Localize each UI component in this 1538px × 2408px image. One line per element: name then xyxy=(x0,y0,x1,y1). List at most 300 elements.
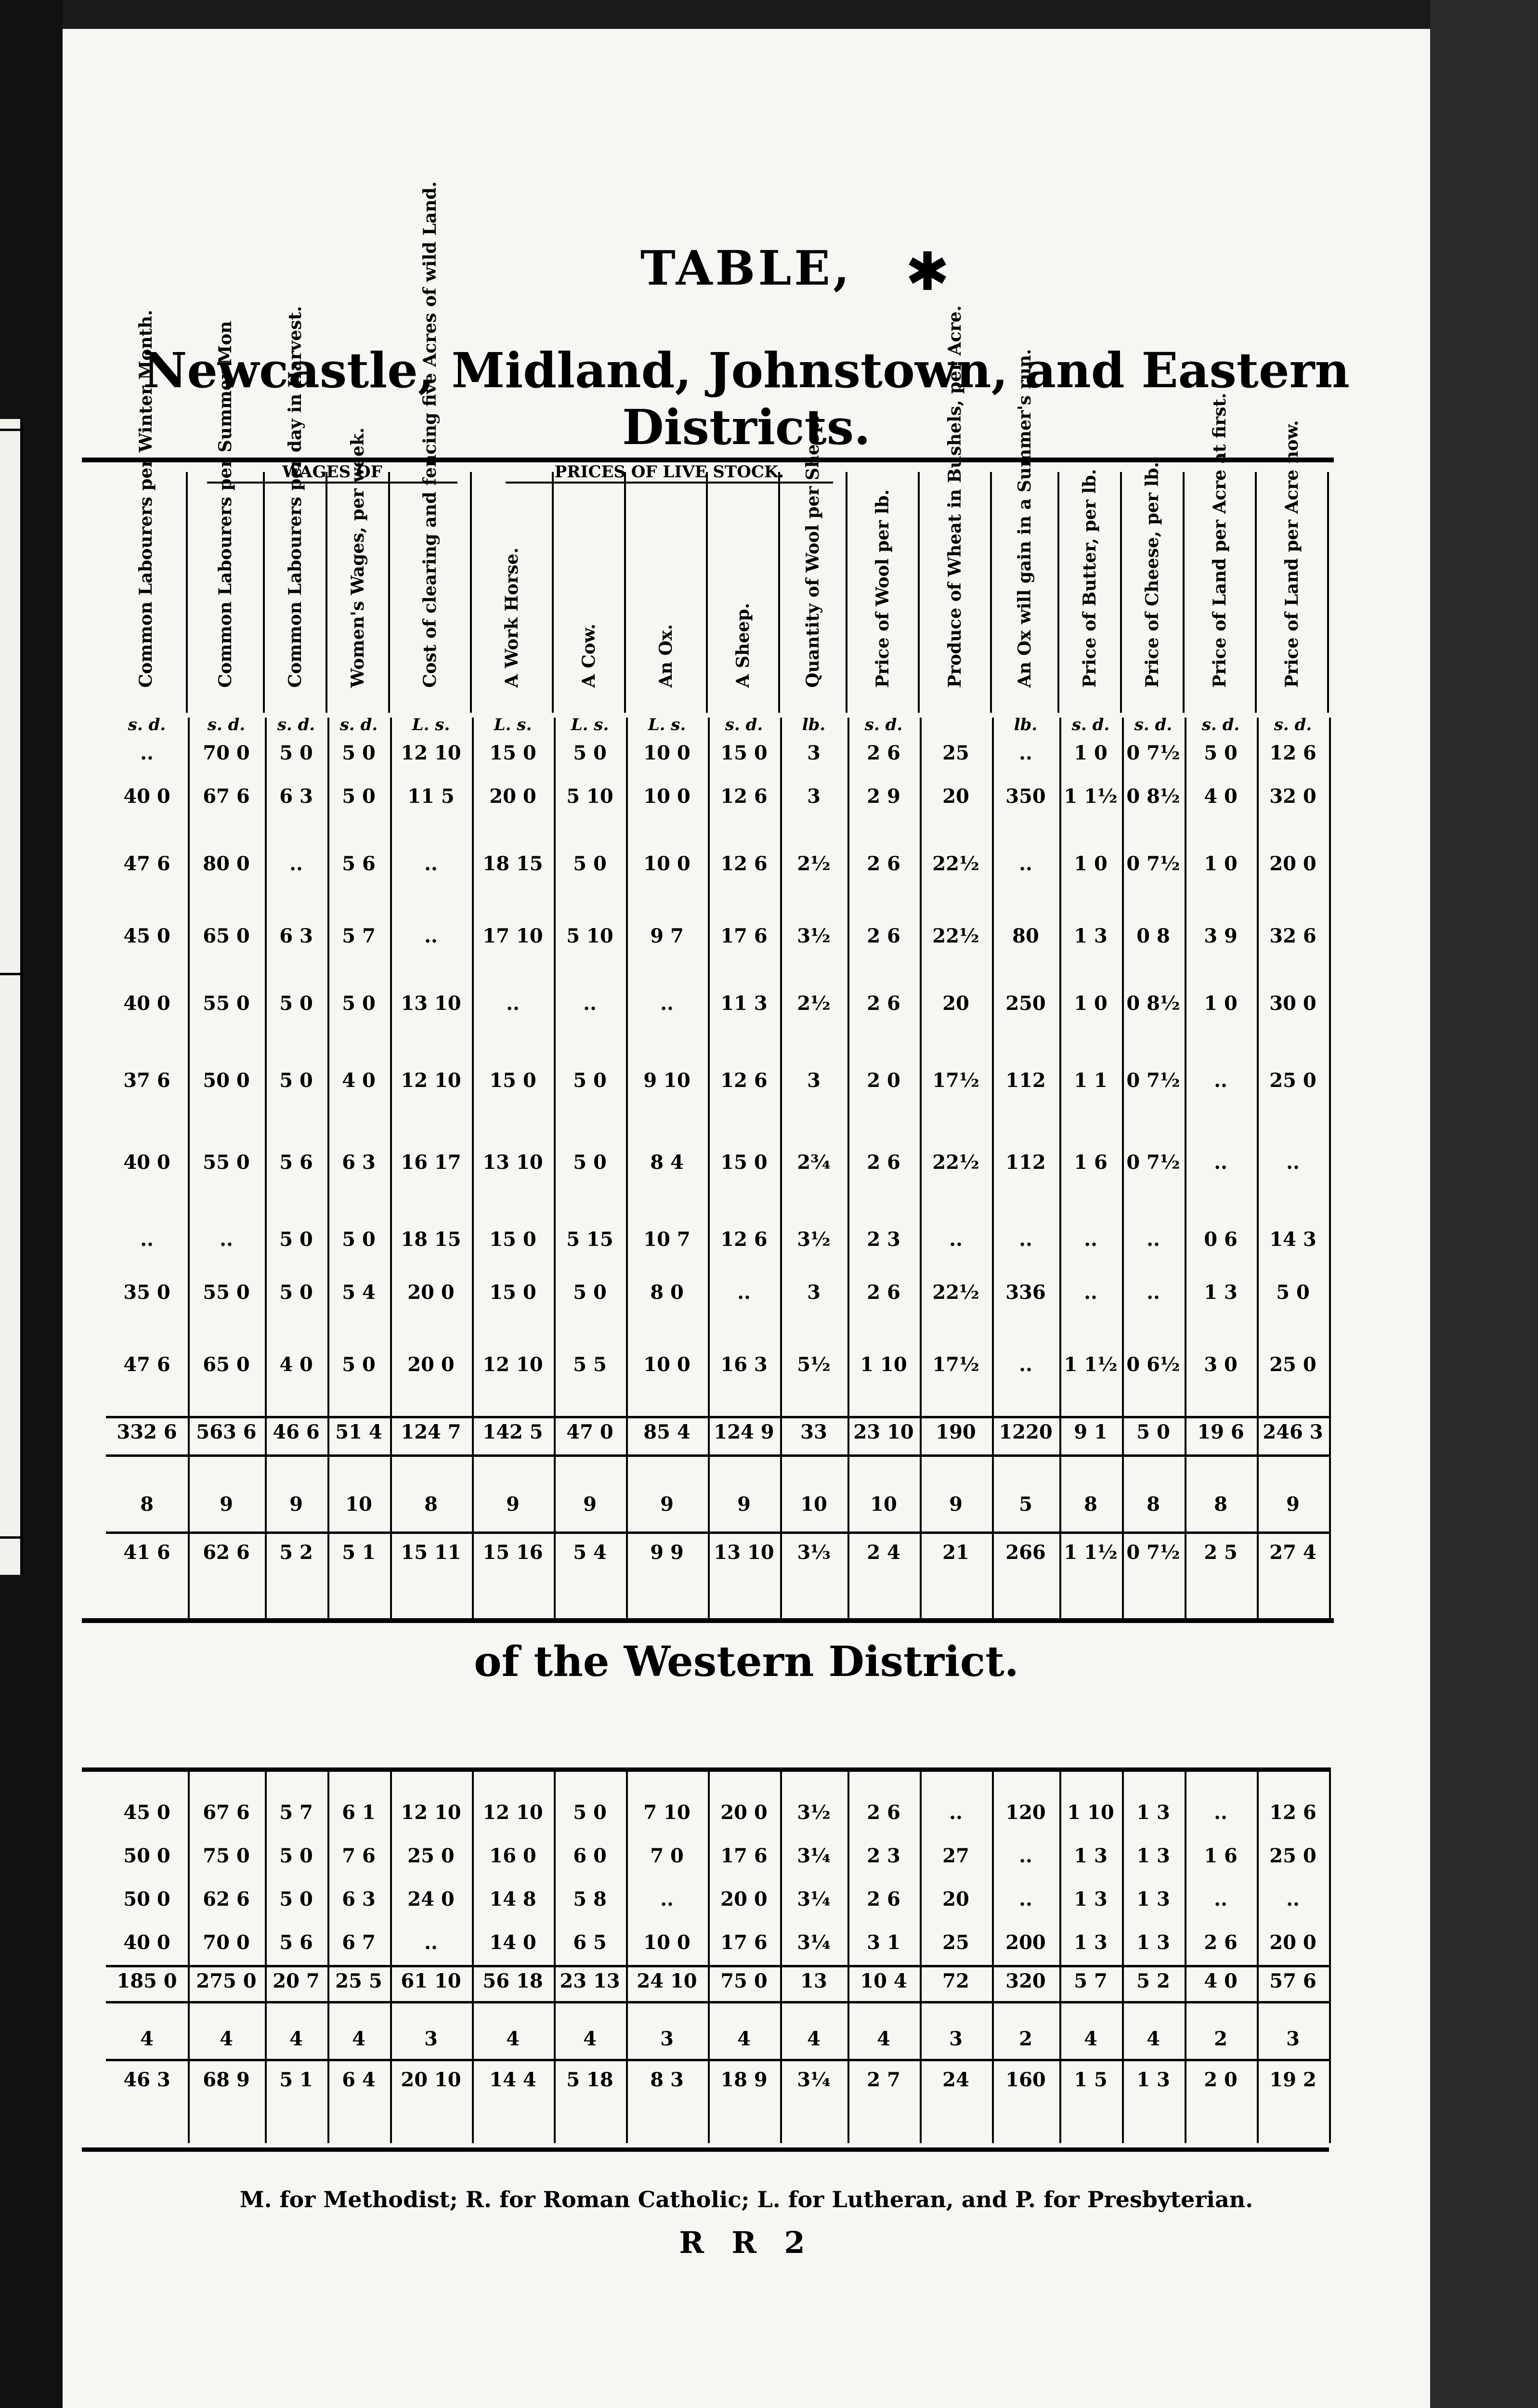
table-cell: 4 xyxy=(1147,2028,1160,2050)
table-cell: 0 7½ xyxy=(1126,1069,1180,1092)
table-cell: 0 7½ xyxy=(1126,1151,1180,1174)
table-cell: 19 2 xyxy=(1269,2068,1316,2091)
table-row xyxy=(106,1069,1329,1092)
table-cell: .. xyxy=(1286,1888,1300,1911)
table-cell: 8 xyxy=(1214,1493,1227,1516)
column-rule xyxy=(265,1767,267,2143)
table-cell: 5 5 xyxy=(573,1353,607,1376)
table-cell: 27 xyxy=(942,1845,969,1867)
table-cell: 11 3 xyxy=(720,992,768,1015)
table-cell: 20 0 xyxy=(407,1353,455,1376)
table-cell: 1 3 xyxy=(1136,1801,1170,1824)
table-cell: 4 0 xyxy=(279,1353,313,1376)
table-cell: 2 6 xyxy=(867,992,900,1015)
table-cell: 1220 xyxy=(999,1421,1053,1443)
column-rule xyxy=(920,718,922,1623)
table-cell: .. xyxy=(949,1228,963,1251)
western-district-table xyxy=(82,1767,1329,2152)
table-cell: 20 xyxy=(942,992,969,1015)
table-cell: 2 6 xyxy=(1204,1931,1238,1954)
column-rule xyxy=(554,1767,556,2143)
unit-cell: s. d. xyxy=(1134,715,1173,734)
table-cell: 25 0 xyxy=(1269,1069,1316,1092)
table-cell: 8 xyxy=(1147,1493,1160,1516)
table-cell: 12 6 xyxy=(720,785,768,808)
table-cell: 15 16 xyxy=(482,1541,543,1564)
table-cell: 50 0 xyxy=(123,1845,170,1867)
table-cell: .. xyxy=(1214,1151,1227,1174)
table-cell: 0 6½ xyxy=(1126,1353,1180,1376)
table-cell: 24 10 xyxy=(637,1970,697,1992)
footnote: M. for Methodist; R. for Roman Catholic; L. for Lutheran, and P. for Presbyterian. xyxy=(239,2186,1253,2212)
unit-cell: s. d. xyxy=(207,715,246,734)
table-cell: 55 0 xyxy=(203,1151,250,1174)
column-rule xyxy=(780,1767,782,2143)
table-cell: 50 0 xyxy=(203,1069,250,1092)
table-cell: 20 10 xyxy=(401,2068,461,2091)
table-cell: 10 xyxy=(345,1493,372,1516)
table-cell: 266 xyxy=(1005,1541,1046,1564)
table-cell: 72 xyxy=(942,1970,969,1992)
table-cell: 5 0 xyxy=(1204,742,1238,764)
table-cell: 15 0 xyxy=(720,1151,768,1174)
table-cell: .. xyxy=(737,1281,751,1304)
table-cell: 2 7 xyxy=(867,2068,900,2091)
column-rule xyxy=(472,1767,474,2143)
table-cell: 5 4 xyxy=(573,1541,607,1564)
column-rule xyxy=(1329,1767,1331,2143)
table-cell: 10 4 xyxy=(860,1970,907,1992)
column-header xyxy=(847,472,920,713)
table-cell: 332 6 xyxy=(117,1421,177,1443)
column-rule xyxy=(992,1767,994,2143)
table-cell: 2 9 xyxy=(867,785,900,808)
table-cell: 112 xyxy=(1005,1069,1046,1092)
wages-group-label: WAGES OF xyxy=(207,462,457,484)
table-cell: 10 xyxy=(870,1493,897,1516)
table-row xyxy=(106,742,1329,764)
table-cell: 17 6 xyxy=(720,1931,768,1954)
table-cell: 15 0 xyxy=(489,1228,536,1251)
table-cell: .. xyxy=(1019,1845,1032,1867)
table-cell: 5 0 xyxy=(1276,1281,1310,1304)
rule-line xyxy=(106,1454,1329,1457)
table-cell: 4 xyxy=(877,2028,890,2050)
table-cell: 13 10 xyxy=(714,1541,774,1564)
table-cell: 10 0 xyxy=(643,852,691,875)
table-row xyxy=(106,1353,1329,1376)
table-cell: 23 13 xyxy=(560,1970,620,1992)
right-book-edge xyxy=(1430,0,1538,2408)
rule-line xyxy=(106,2001,1329,2003)
table-cell: 11 5 xyxy=(407,785,455,808)
unit-cell: s. d. xyxy=(1071,715,1110,734)
column-header-label: Price of Butter, per lb. xyxy=(1080,469,1100,688)
table-cell: 10 0 xyxy=(643,1931,691,1954)
table-cell: 1 6 xyxy=(1204,1845,1238,1867)
table-cell: 80 0 xyxy=(203,852,250,875)
table-cell: 51 4 xyxy=(335,1421,382,1443)
table-cell: 5 0 xyxy=(573,1069,607,1092)
unit-cell: s. d. xyxy=(725,715,763,734)
table-cell: 14 3 xyxy=(1269,1228,1316,1251)
table-cell: 6 3 xyxy=(342,1151,376,1174)
livestock-group-label: PRICES OF LIVE STOCK. xyxy=(506,462,833,484)
column-header-label: Produce of Wheat in Bushels, per Acre. xyxy=(945,305,965,688)
column-rule xyxy=(1329,718,1331,1623)
column-rule xyxy=(780,718,782,1623)
table-cell: 68 9 xyxy=(203,2068,250,2091)
table-cell: 5 7 xyxy=(279,1801,313,1824)
column-header-label: Women's Wages, per week. xyxy=(348,427,368,688)
table-cell: 8 4 xyxy=(650,1151,684,1174)
column-rule xyxy=(847,718,849,1623)
table-cell: 2 4 xyxy=(867,1541,900,1564)
table-cell: 12 6 xyxy=(720,1069,768,1092)
table-cell: 3½ xyxy=(797,925,831,947)
table-cell: 12 6 xyxy=(720,852,768,875)
table-cell: 10 0 xyxy=(643,742,691,764)
table-cell: 0 7½ xyxy=(1126,742,1180,764)
page-leaf xyxy=(63,29,1430,2408)
table-cell: 47 6 xyxy=(123,1353,170,1376)
column-rule xyxy=(327,718,329,1623)
table-cell: 9 xyxy=(289,1493,303,1516)
column-header-label: A Cow. xyxy=(579,623,599,688)
table-cell: .. xyxy=(140,742,154,764)
table-cell: .. xyxy=(220,1228,233,1251)
west-table-row xyxy=(106,1845,1329,1867)
table-cell: 22½ xyxy=(932,1151,979,1174)
table-cell: 18 15 xyxy=(482,852,543,875)
table-cell: 6 7 xyxy=(342,1931,376,1954)
table-cell: 13 xyxy=(800,1970,827,1992)
table-cell: 1 3 xyxy=(1074,1845,1108,1867)
table-cell: 2 xyxy=(1214,2028,1227,2050)
table-cell: 246 3 xyxy=(1263,1421,1323,1443)
west-table-row xyxy=(106,1888,1329,1911)
column-header xyxy=(780,415,847,713)
table-cell: 3 xyxy=(424,2028,438,2050)
table-cell: .. xyxy=(660,1888,674,1911)
table-cell: 45 0 xyxy=(123,1801,170,1824)
table-cell: 1 3 xyxy=(1074,925,1108,947)
table-cell: 8 0 xyxy=(650,1281,684,1304)
table-cell: 15 11 xyxy=(401,1541,461,1564)
table-cell: 56 18 xyxy=(482,1970,543,1992)
table-cell: 5 8 xyxy=(573,1888,607,1911)
table-cell: 1 0 xyxy=(1074,742,1108,764)
table-cell: 5 2 xyxy=(1136,1970,1170,1992)
table-row xyxy=(106,1281,1329,1304)
table-cell: 15 0 xyxy=(489,742,536,764)
table-cell: 22½ xyxy=(932,925,979,947)
table-cell: 4 xyxy=(506,2028,520,2050)
table-cell: 563 6 xyxy=(196,1421,257,1443)
table-cell: 5 4 xyxy=(342,1281,376,1304)
table-cell: 336 xyxy=(1005,1281,1046,1304)
table-cell: 5 2 xyxy=(279,1541,313,1564)
table-cell: 20 0 xyxy=(1269,1931,1316,1954)
table-cell: 25 xyxy=(942,1931,969,1954)
table-cell: 35 0 xyxy=(123,1281,170,1304)
table-cell: 32 6 xyxy=(1269,925,1316,947)
table-cell: 70 0 xyxy=(203,1931,250,1954)
table-cell: 5 0 xyxy=(279,1888,313,1911)
table-cell: 0 8½ xyxy=(1126,992,1180,1015)
table-cell: 12 10 xyxy=(401,742,461,764)
table-cell: 3 xyxy=(807,1281,821,1304)
table-cell: 3 9 xyxy=(1204,925,1238,947)
table-cell: 85 4 xyxy=(643,1421,691,1443)
table-cell: 6 5 xyxy=(573,1931,607,1954)
table-cell: 14 0 xyxy=(489,1931,536,1954)
table-cell: 5 0 xyxy=(342,992,376,1015)
table-cell: 8 xyxy=(424,1493,438,1516)
unit-cell: s. d. xyxy=(277,715,315,734)
column-rule xyxy=(390,718,392,1623)
table-cell: 3⅓ xyxy=(797,1541,831,1564)
table-cell: 12 10 xyxy=(482,1801,543,1824)
table-cell: 30 0 xyxy=(1269,992,1316,1015)
table-cell: 12 6 xyxy=(720,1228,768,1251)
table-cell: 8 3 xyxy=(650,2068,684,2091)
table-cell: 20 0 xyxy=(720,1888,768,1911)
table-cell: 24 xyxy=(942,2068,969,2091)
table-cell: .. xyxy=(1214,1888,1227,1911)
unit-cell xyxy=(920,715,992,734)
table-cell: 142 5 xyxy=(482,1421,543,1443)
column-header xyxy=(1185,393,1257,713)
rule-line xyxy=(106,1965,1329,1967)
rule-line xyxy=(106,1416,1329,1418)
table-cell: 2 0 xyxy=(867,1069,900,1092)
table-cell: 5 15 xyxy=(566,1228,613,1251)
table-cell: 9 9 xyxy=(650,1541,684,1564)
table-cell: 5 7 xyxy=(1074,1970,1108,1992)
table-cell: 0 7½ xyxy=(1126,1541,1180,1564)
rule-line xyxy=(106,1531,1329,1534)
table-cell: 80 xyxy=(1012,925,1039,947)
table-cell: 20 0 xyxy=(407,1281,455,1304)
table-cell: 5 0 xyxy=(342,1228,376,1251)
table-cell: 3 xyxy=(660,2028,674,2050)
column-header xyxy=(1059,469,1122,713)
column-rule xyxy=(1257,718,1259,1623)
table-cell: 62 6 xyxy=(203,1888,250,1911)
table-cell: 20 xyxy=(942,1888,969,1911)
column-rule xyxy=(920,1767,922,2143)
table-cell: .. xyxy=(506,992,520,1015)
table-cell: 75 0 xyxy=(203,1845,250,1867)
table-cell: 1 3 xyxy=(1136,2068,1170,2091)
unit-cell: s. d. xyxy=(128,715,166,734)
table-cell: 1 0 xyxy=(1204,852,1238,875)
column-header xyxy=(106,310,188,713)
column-header xyxy=(188,321,265,713)
table-cell: 5 0 xyxy=(279,1069,313,1092)
table-cell: .. xyxy=(1147,1228,1160,1251)
table-cell: 40 0 xyxy=(123,1151,170,1174)
column-rule xyxy=(554,718,556,1623)
table-cell: 1 10 xyxy=(860,1353,907,1376)
table-cell: 9 xyxy=(220,1493,233,1516)
table-row xyxy=(106,992,1329,1015)
table-cell: 5 0 xyxy=(573,1281,607,1304)
table-cell: 67 6 xyxy=(203,785,250,808)
column-rule xyxy=(1122,718,1124,1623)
table-cell: 1 3 xyxy=(1074,1931,1108,1954)
table-cell: 47 0 xyxy=(566,1421,613,1443)
table-cell: 10 0 xyxy=(643,1353,691,1376)
table-cell: 17 6 xyxy=(720,1845,768,1867)
table-cell: 2 xyxy=(1019,2028,1032,2050)
table-row xyxy=(106,1151,1329,1174)
table-cell: 16 3 xyxy=(720,1353,768,1376)
table-row xyxy=(106,1228,1329,1251)
table-cell: 5 0 xyxy=(342,785,376,808)
table-cell: 0 8 xyxy=(1136,925,1170,947)
table-cell: 4 xyxy=(807,2028,821,2050)
table-cell: 0 6 xyxy=(1204,1228,1238,1251)
table-cell: .. xyxy=(1286,1151,1300,1174)
table-cell: 200 xyxy=(1005,1931,1046,1954)
table-cell: 5 0 xyxy=(573,1151,607,1174)
table-cell: 17 10 xyxy=(482,925,543,947)
table-cell: 1 0 xyxy=(1204,992,1238,1015)
table-cell: .. xyxy=(1019,1228,1032,1251)
column-header-label: Quantity of Wool per Sheep. xyxy=(803,415,823,688)
column-header xyxy=(265,306,327,713)
column-rule xyxy=(1122,1767,1124,2143)
table-cell: 47 6 xyxy=(123,852,170,875)
column-header xyxy=(472,472,554,713)
table-cell: 4 xyxy=(289,2028,303,2050)
table-cell: 22½ xyxy=(932,852,979,875)
table-cell: 6 1 xyxy=(342,1801,376,1824)
table-cell: 8 xyxy=(140,1493,154,1516)
table-cell: 17 6 xyxy=(720,925,768,947)
table-cell: .. xyxy=(949,1801,963,1824)
table-cell: 2 6 xyxy=(867,852,900,875)
table-cell: 4 xyxy=(583,2028,597,2050)
table-row xyxy=(106,852,1329,875)
table-cell: 10 7 xyxy=(643,1228,691,1251)
table-cell: 3¼ xyxy=(797,1845,831,1867)
table-cell: 250 xyxy=(1005,992,1046,1015)
section-title: of the Western District. xyxy=(474,1637,1019,1686)
table-cell: 20 0 xyxy=(489,785,536,808)
table-cell: 2 6 xyxy=(867,925,900,947)
table-cell: 6 3 xyxy=(279,785,313,808)
table-cell: 10 xyxy=(800,1493,827,1516)
table-cell: 1 3 xyxy=(1204,1281,1238,1304)
table-cell: .. xyxy=(424,852,438,875)
table-cell: 1 3 xyxy=(1074,1888,1108,1911)
table-cell: 16 17 xyxy=(401,1151,461,1174)
table-cell: 18 9 xyxy=(720,2068,768,2091)
table-cell: 9 7 xyxy=(650,925,684,947)
table-cell: 17½ xyxy=(932,1069,979,1092)
column-rule xyxy=(390,1767,392,2143)
table-cell: .. xyxy=(1214,1069,1227,1092)
table-cell: 5 10 xyxy=(566,785,613,808)
table-cell: 14 4 xyxy=(489,2068,536,2091)
table-cell: 20 7 xyxy=(273,1970,320,1992)
table-cell: 3¼ xyxy=(797,1931,831,1954)
table-cell: 5 6 xyxy=(342,852,376,875)
table-cell: 13 10 xyxy=(401,992,461,1015)
table-cell: 9 xyxy=(1286,1493,1300,1516)
table-cell: 4 xyxy=(737,2028,751,2050)
previous-page-edge xyxy=(0,419,23,1575)
table-cell: .. xyxy=(140,1228,154,1251)
column-header-label: Price of Land per Acre now. xyxy=(1282,420,1302,688)
unit-row xyxy=(106,715,1329,734)
table-cell: 6 4 xyxy=(342,2068,376,2091)
table-cell: 15 0 xyxy=(720,742,768,764)
column-header-label: Common Labourers per Summer Mon xyxy=(215,321,235,688)
table-cell: 2 5 xyxy=(1204,1541,1238,1564)
west-averages-row xyxy=(106,2068,1329,2091)
table-cell: .. xyxy=(1084,1281,1097,1304)
table-cell: 275 0 xyxy=(196,1970,257,1992)
table-cell: 124 9 xyxy=(714,1421,774,1443)
table-cell: 67 6 xyxy=(203,1801,250,1824)
table-cell: 5 0 xyxy=(279,992,313,1015)
table-cell: 3¼ xyxy=(797,2068,831,2091)
table-cell: 6 3 xyxy=(342,1888,376,1911)
table-cell: 3 xyxy=(807,1069,821,1092)
table-cell: 22½ xyxy=(932,1281,979,1304)
table-cell: .. xyxy=(289,852,303,875)
table-cell: 20 0 xyxy=(720,1801,768,1824)
table-cell: 40 0 xyxy=(123,992,170,1015)
table-cell: 160 xyxy=(1005,2068,1046,2091)
table-cell: 9 1 xyxy=(1074,1421,1108,1443)
unit-cell: lb. xyxy=(1014,715,1038,734)
table-cell: 25 0 xyxy=(407,1845,455,1867)
table-cell: 25 xyxy=(942,742,969,764)
column-header-label: Price of Wool per lb. xyxy=(873,489,893,688)
column-header-label: Price of Cheese, per lb. xyxy=(1142,462,1162,688)
table-cell: 4 0 xyxy=(1204,785,1238,808)
unit-cell: s. d. xyxy=(339,715,378,734)
table-cell: 9 xyxy=(949,1493,963,1516)
table-cell: 9 xyxy=(583,1493,597,1516)
table-cell: 5 0 xyxy=(279,1845,313,1867)
column-header-label: Cost of clearing and fencing five Acres of wild Land. xyxy=(420,181,440,688)
totals-row xyxy=(106,1421,1329,1443)
column-rule xyxy=(708,718,710,1623)
table-cell: 1 5 xyxy=(1074,2068,1108,2091)
table-cell: 1 3 xyxy=(1136,1845,1170,1867)
table-cell: 12 10 xyxy=(401,1801,461,1824)
unit-cell: s. d. xyxy=(1274,715,1312,734)
table-cell: 15 0 xyxy=(489,1069,536,1092)
table-cell: .. xyxy=(1019,742,1032,764)
table-cell: 46 3 xyxy=(123,2068,170,2091)
table-cell: 9 xyxy=(737,1493,751,1516)
table-cell: 55 0 xyxy=(203,1281,250,1304)
column-header-label: Common Labourers per day in Harvest. xyxy=(285,306,305,688)
unit-cell: s. d. xyxy=(1201,715,1240,734)
table-row xyxy=(106,785,1329,808)
table-cell: 12 10 xyxy=(482,1353,543,1376)
table-cell: .. xyxy=(424,925,438,947)
table-cell: 13 10 xyxy=(482,1151,543,1174)
table-cell: 6 3 xyxy=(279,925,313,947)
